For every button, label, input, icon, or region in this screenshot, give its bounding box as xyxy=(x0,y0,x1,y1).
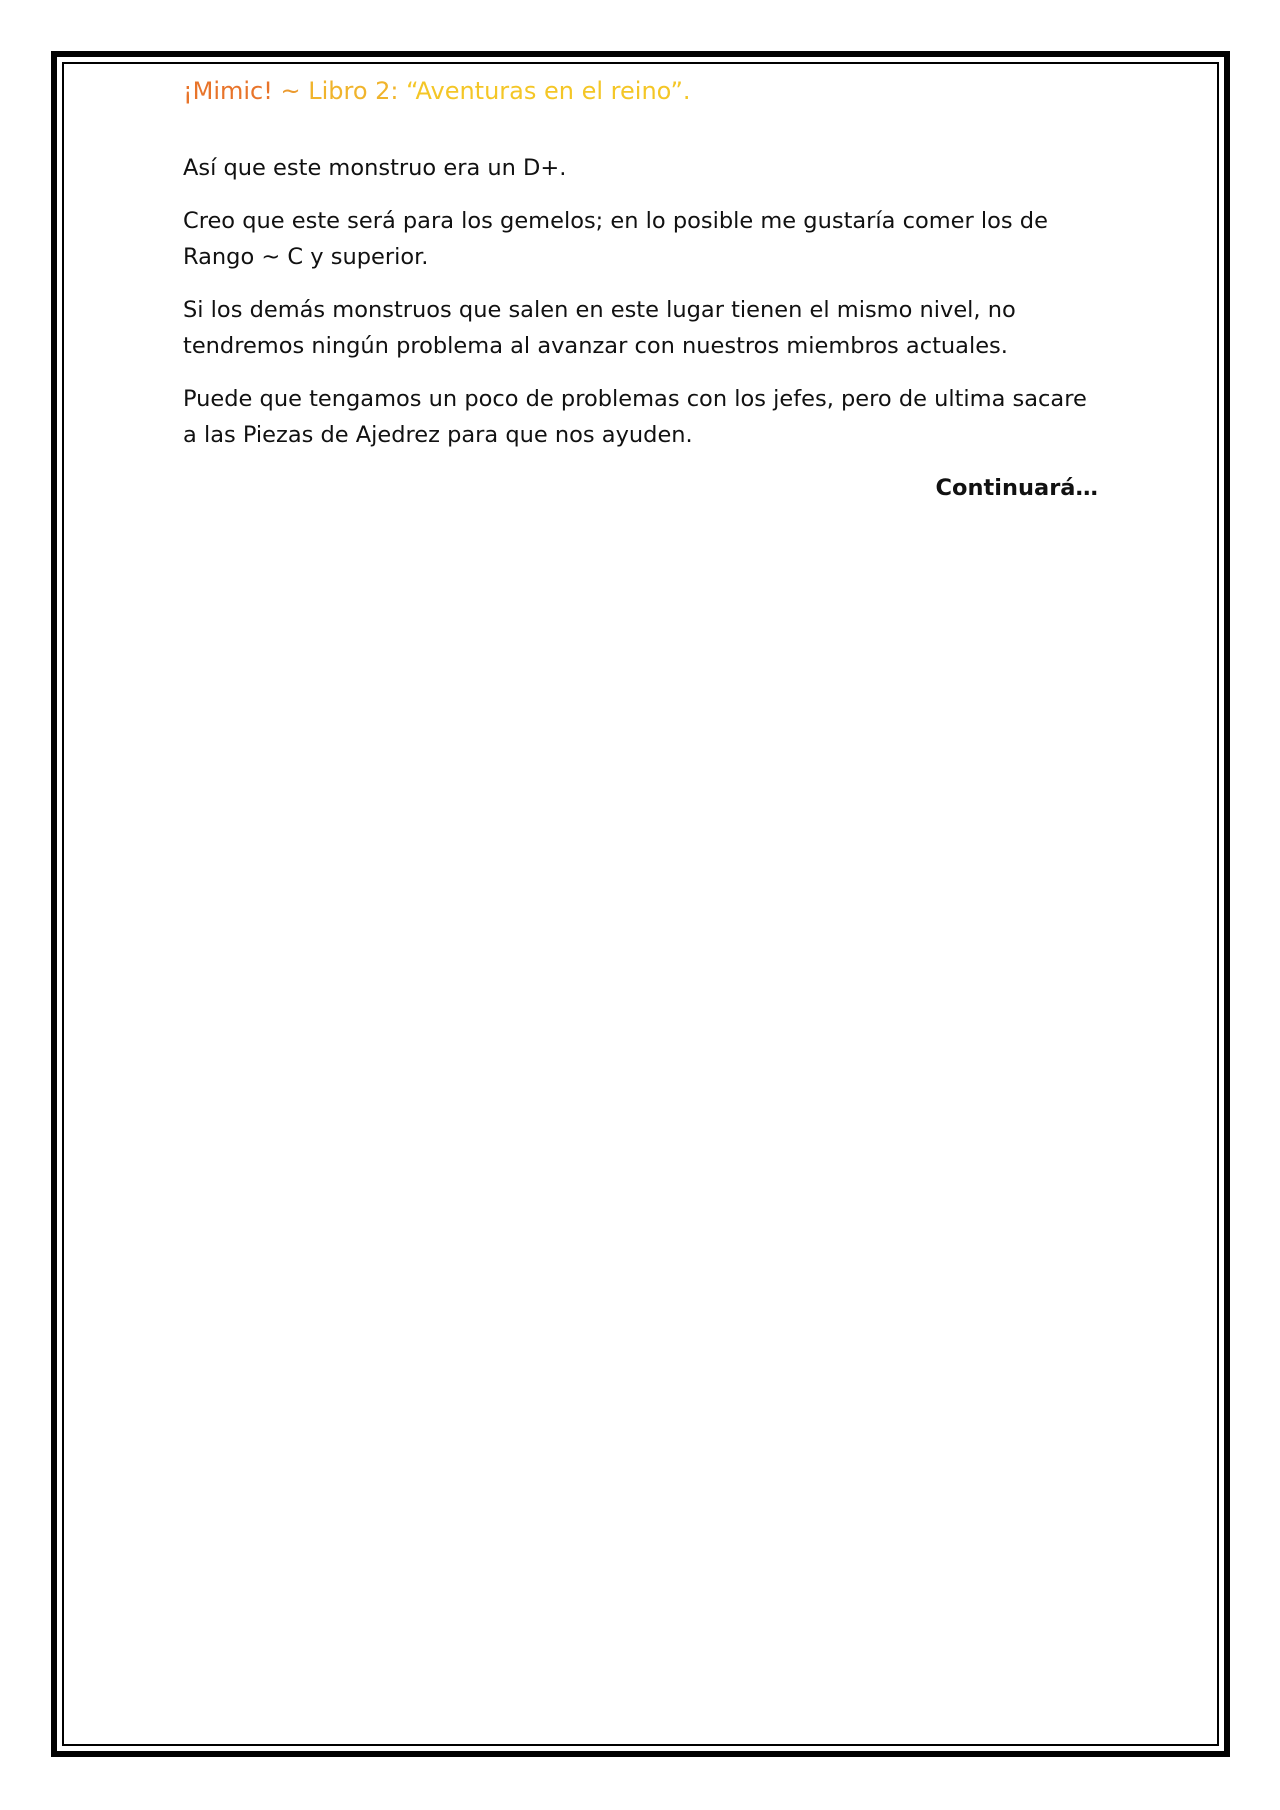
paragraph: Puede que tengamos un poco de problemas con los jefes, pero de ultima sacare a las Piezas de Ajedrez para que nos ayuden. xyxy=(183,386,1087,448)
running-header xyxy=(183,76,691,106)
paragraph: Creo que este será para los gemelos; en lo posible me gustaría comer los de Rango ~ C y superior. xyxy=(183,208,1048,270)
header-book-title: “Aventuras en el reino”. xyxy=(398,77,691,105)
header-separator: ~ xyxy=(272,77,309,105)
continued-label: Continuará… xyxy=(935,475,1098,501)
header-series-name: ¡Mimic! xyxy=(183,77,273,105)
paragraph: Así que este monstruo era un D+. xyxy=(183,155,567,181)
header-book-number: Libro 2: xyxy=(308,77,399,105)
paragraph: Si los demás monstruos que salen en este lugar tienen el mismo nivel, no tendremos ningún problema al avanzar con nuestros miembros actuales. xyxy=(183,297,1016,359)
story-text xyxy=(183,150,1098,470)
